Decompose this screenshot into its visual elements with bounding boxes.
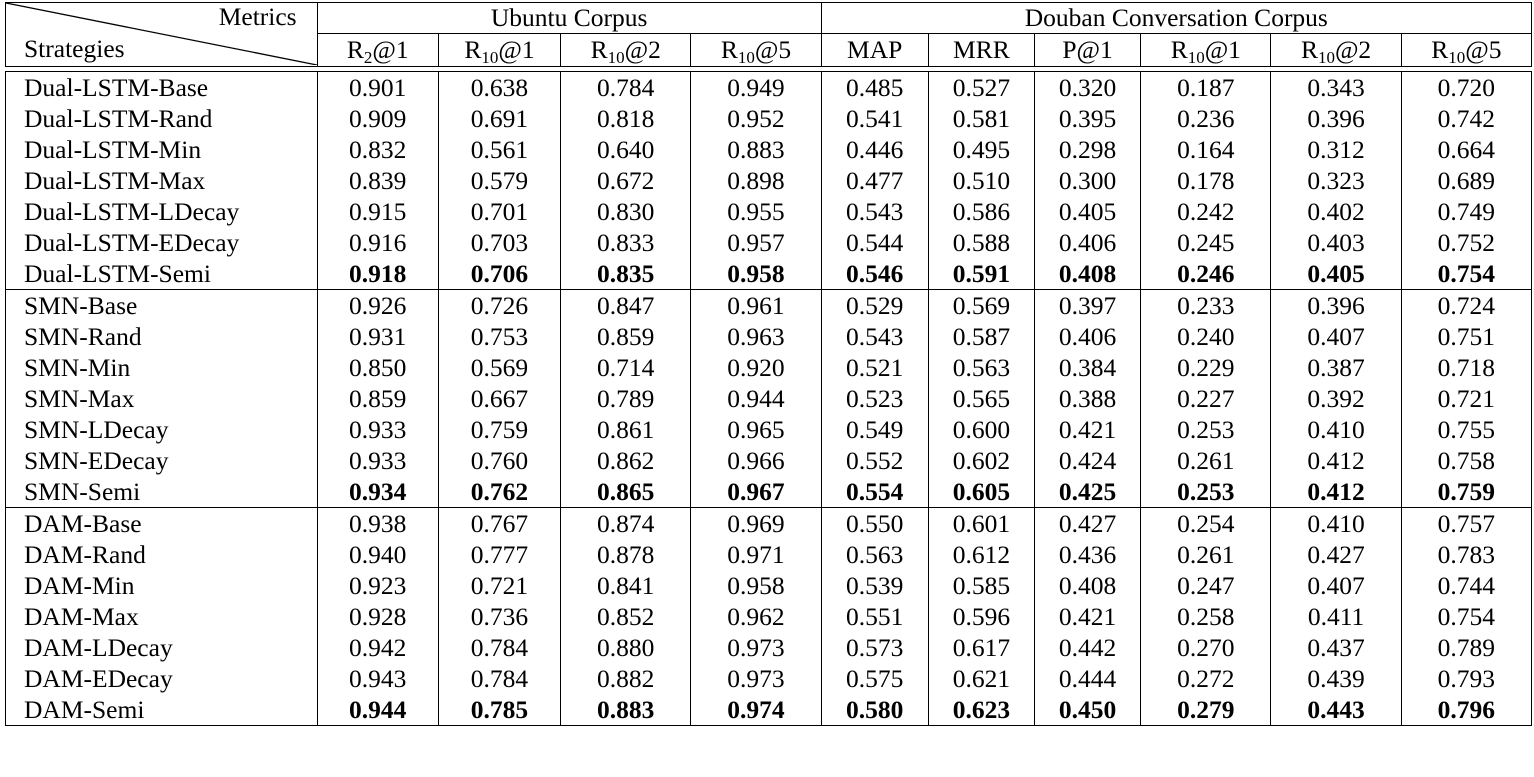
metric-value: 0.777	[438, 539, 560, 570]
metric-value: 0.742	[1401, 103, 1531, 134]
metric-value: 0.446	[821, 134, 928, 165]
metric-value: 0.949	[691, 72, 821, 104]
metric-value: 0.789	[561, 383, 691, 414]
metric-value: 0.602	[928, 445, 1034, 476]
metric-value: 0.754	[1401, 601, 1531, 632]
metric-value: 0.245	[1141, 227, 1271, 258]
metric-value: 0.600	[928, 414, 1034, 445]
metric-value: 0.958	[691, 570, 821, 601]
metric-value: 0.973	[691, 663, 821, 694]
metric-value: 0.253	[1141, 414, 1271, 445]
metric-value: 0.320	[1034, 72, 1140, 104]
metric-value: 0.926	[317, 290, 438, 322]
metric-value: 0.436	[1034, 539, 1140, 570]
metric-value: 0.753	[438, 321, 560, 352]
metric-value: 0.450	[1034, 694, 1140, 726]
metric-value: 0.412	[1271, 445, 1401, 476]
table-row	[6, 258, 1532, 290]
strategy-name: DAM-LDecay	[6, 632, 318, 663]
table-row	[6, 165, 1532, 196]
metric-value: 0.596	[928, 601, 1034, 632]
metric-value: 0.407	[1271, 321, 1401, 352]
metric-value: 0.569	[928, 290, 1034, 322]
metric-value: 0.916	[317, 227, 438, 258]
metric-value: 0.701	[438, 196, 560, 227]
metric-value: 0.543	[821, 196, 928, 227]
metric-value: 0.923	[317, 570, 438, 601]
metric-value: 0.759	[1401, 476, 1531, 508]
strategy-name: SMN-LDecay	[6, 414, 318, 445]
metric-value: 0.757	[1401, 508, 1531, 540]
metric-value: 0.407	[1271, 570, 1401, 601]
metric-value: 0.279	[1141, 694, 1271, 726]
table-row	[6, 290, 1532, 322]
metric-value: 0.254	[1141, 508, 1271, 540]
metric-value: 0.424	[1034, 445, 1140, 476]
metric-value: 0.971	[691, 539, 821, 570]
metric-value: 0.714	[561, 352, 691, 383]
metric-value: 0.882	[561, 663, 691, 694]
metric-value: 0.689	[1401, 165, 1531, 196]
table-row	[6, 632, 1532, 663]
metric-value: 0.973	[691, 632, 821, 663]
metric-value: 0.587	[928, 321, 1034, 352]
metric-value: 0.736	[438, 601, 560, 632]
metric-value: 0.901	[317, 72, 438, 104]
metric-value: 0.703	[438, 227, 560, 258]
metric-value: 0.861	[561, 414, 691, 445]
metric-value: 0.720	[1401, 72, 1531, 104]
metric-value: 0.396	[1271, 103, 1401, 134]
table-row	[6, 539, 1532, 570]
strategy-name: Dual-LSTM-Base	[6, 72, 318, 104]
table-row	[6, 445, 1532, 476]
metric-value: 0.580	[821, 694, 928, 726]
group-header-ubuntu: Ubuntu Corpus	[317, 3, 821, 34]
metric-value: 0.392	[1271, 383, 1401, 414]
metric-value: 0.962	[691, 601, 821, 632]
metric-value: 0.588	[928, 227, 1034, 258]
metric-value: 0.852	[561, 601, 691, 632]
metric-value: 0.242	[1141, 196, 1271, 227]
metric-value: 0.880	[561, 632, 691, 663]
strategy-name: DAM-Min	[6, 570, 318, 601]
metric-value: 0.561	[438, 134, 560, 165]
metric-value: 0.785	[438, 694, 560, 726]
table-row	[6, 352, 1532, 383]
metric-value: 0.617	[928, 632, 1034, 663]
metric-value: 0.298	[1034, 134, 1140, 165]
metric-value: 0.549	[821, 414, 928, 445]
metric-value: 0.818	[561, 103, 691, 134]
metric-value: 0.412	[1271, 476, 1401, 508]
metric-value: 0.898	[691, 165, 821, 196]
metric-value: 0.586	[928, 196, 1034, 227]
metric-value: 0.721	[1401, 383, 1531, 414]
column-header: $R_{10}@5$	[1401, 34, 1531, 67]
metric-value: 0.928	[317, 601, 438, 632]
strategy-name: Dual-LSTM-Rand	[6, 103, 318, 134]
metric-value: 0.726	[438, 290, 560, 322]
header-row-groups	[6, 3, 1532, 34]
metric-value: 0.783	[1401, 539, 1531, 570]
metric-value: 0.258	[1141, 601, 1271, 632]
metric-value: 0.940	[317, 539, 438, 570]
metric-value: 0.944	[691, 383, 821, 414]
metric-value: 0.323	[1271, 165, 1401, 196]
metric-value: 0.640	[561, 134, 691, 165]
metric-value: 0.691	[438, 103, 560, 134]
metric-value: 0.759	[438, 414, 560, 445]
metric-value: 0.261	[1141, 445, 1271, 476]
metric-value: 0.408	[1034, 258, 1140, 290]
metric-value: 0.667	[438, 383, 560, 414]
metric-value: 0.967	[691, 476, 821, 508]
metric-value: 0.387	[1271, 352, 1401, 383]
table-row	[6, 601, 1532, 632]
metric-value: 0.591	[928, 258, 1034, 290]
strategy-name: DAM-Semi	[6, 694, 318, 726]
metric-value: 0.784	[438, 663, 560, 694]
metric-value: 0.240	[1141, 321, 1271, 352]
table-row	[6, 103, 1532, 134]
metric-value: 0.909	[317, 103, 438, 134]
metrics-strategies-header	[6, 3, 318, 67]
metric-value: 0.706	[438, 258, 560, 290]
metric-value: 0.403	[1271, 227, 1401, 258]
metric-value: 0.236	[1141, 103, 1271, 134]
metric-value: 0.841	[561, 570, 691, 601]
metric-value: 0.832	[317, 134, 438, 165]
metric-value: 0.485	[821, 72, 928, 104]
metric-value: 0.406	[1034, 227, 1140, 258]
strategy-name: Dual-LSTM-Max	[6, 165, 318, 196]
metric-value: 0.178	[1141, 165, 1271, 196]
strategy-name: SMN-Min	[6, 352, 318, 383]
metric-value: 0.961	[691, 290, 821, 322]
metric-value: 0.495	[928, 134, 1034, 165]
metric-value: 0.521	[821, 352, 928, 383]
metric-value: 0.751	[1401, 321, 1531, 352]
metric-value: 0.427	[1271, 539, 1401, 570]
metric-value: 0.384	[1034, 352, 1140, 383]
metric-value: 0.397	[1034, 290, 1140, 322]
strategy-name: SMN-Rand	[6, 321, 318, 352]
metric-value: 0.883	[691, 134, 821, 165]
column-header: $R_{10}@2$	[561, 34, 691, 67]
strategy-name: Dual-LSTM-Semi	[6, 258, 318, 290]
metric-value: 0.388	[1034, 383, 1140, 414]
metric-value: 0.421	[1034, 414, 1140, 445]
metric-value: 0.233	[1141, 290, 1271, 322]
metric-value: 0.969	[691, 508, 821, 540]
metric-value: 0.833	[561, 227, 691, 258]
metric-value: 0.789	[1401, 632, 1531, 663]
metric-value: 0.164	[1141, 134, 1271, 165]
table-row	[6, 570, 1532, 601]
metric-value: 0.835	[561, 258, 691, 290]
metric-value: 0.952	[691, 103, 821, 134]
metric-value: 0.523	[821, 383, 928, 414]
column-header: P@1	[1034, 34, 1140, 67]
metric-value: 0.246	[1141, 258, 1271, 290]
metric-value: 0.767	[438, 508, 560, 540]
metric-value: 0.543	[821, 321, 928, 352]
metric-value: 0.410	[1271, 508, 1401, 540]
metric-value: 0.585	[928, 570, 1034, 601]
column-header: $R_{10}@5$	[691, 34, 821, 67]
metric-value: 0.915	[317, 196, 438, 227]
metric-value: 0.623	[928, 694, 1034, 726]
metric-value: 0.253	[1141, 476, 1271, 508]
metric-value: 0.510	[928, 165, 1034, 196]
metric-value: 0.931	[317, 321, 438, 352]
metric-value: 0.565	[928, 383, 1034, 414]
metric-value: 0.437	[1271, 632, 1401, 663]
metric-value: 0.724	[1401, 290, 1531, 322]
table-row	[6, 134, 1532, 165]
column-header: $R_{10}@1$	[438, 34, 560, 67]
metric-value: 0.749	[1401, 196, 1531, 227]
metric-value: 0.443	[1271, 694, 1401, 726]
strategy-name: SMN-EDecay	[6, 445, 318, 476]
metric-value: 0.958	[691, 258, 821, 290]
metric-value: 0.865	[561, 476, 691, 508]
metric-value: 0.933	[317, 414, 438, 445]
metric-value: 0.439	[1271, 663, 1401, 694]
metrics-label: Metrics	[218, 2, 297, 31]
column-header: $R_{10}@2$	[1271, 34, 1401, 67]
column-header: MAP	[821, 34, 928, 67]
metric-value: 0.963	[691, 321, 821, 352]
strategy-name: SMN-Base	[6, 290, 318, 322]
table-row	[6, 508, 1532, 540]
metric-value: 0.974	[691, 694, 821, 726]
metric-value: 0.477	[821, 165, 928, 196]
metric-value: 0.933	[317, 445, 438, 476]
strategy-name: DAM-Base	[6, 508, 318, 540]
metric-value: 0.410	[1271, 414, 1401, 445]
metric-value: 0.718	[1401, 352, 1531, 383]
metric-value: 0.569	[438, 352, 560, 383]
metric-value: 0.227	[1141, 383, 1271, 414]
metric-value: 0.754	[1401, 258, 1531, 290]
metric-value: 0.793	[1401, 663, 1531, 694]
metric-value: 0.402	[1271, 196, 1401, 227]
metric-value: 0.878	[561, 539, 691, 570]
metric-value: 0.784	[561, 72, 691, 104]
metric-value: 0.300	[1034, 165, 1140, 196]
metric-value: 0.664	[1401, 134, 1531, 165]
metric-value: 0.551	[821, 601, 928, 632]
metric-value: 0.395	[1034, 103, 1140, 134]
metric-value: 0.539	[821, 570, 928, 601]
strategy-name: Dual-LSTM-Min	[6, 134, 318, 165]
metric-value: 0.554	[821, 476, 928, 508]
table-row	[6, 196, 1532, 227]
metric-value: 0.552	[821, 445, 928, 476]
metric-value: 0.601	[928, 508, 1034, 540]
metric-value: 0.229	[1141, 352, 1271, 383]
strategy-name: Dual-LSTM-LDecay	[6, 196, 318, 227]
metric-value: 0.955	[691, 196, 821, 227]
metric-value: 0.847	[561, 290, 691, 322]
strategy-name: DAM-Rand	[6, 539, 318, 570]
metric-value: 0.187	[1141, 72, 1271, 104]
metric-value: 0.421	[1034, 601, 1140, 632]
metric-value: 0.581	[928, 103, 1034, 134]
metric-value: 0.612	[928, 539, 1034, 570]
metric-value: 0.760	[438, 445, 560, 476]
table-row	[6, 72, 1532, 104]
metric-value: 0.247	[1141, 570, 1271, 601]
metric-value: 0.784	[438, 632, 560, 663]
metric-value: 0.605	[928, 476, 1034, 508]
metric-value: 0.563	[821, 539, 928, 570]
column-header: $R_2@1$	[317, 34, 438, 67]
metric-value: 0.938	[317, 508, 438, 540]
metric-value: 0.934	[317, 476, 438, 508]
metric-value: 0.957	[691, 227, 821, 258]
strategy-name: DAM-EDecay	[6, 663, 318, 694]
metric-value: 0.343	[1271, 72, 1401, 104]
strategy-name: DAM-Max	[6, 601, 318, 632]
results-table	[5, 2, 1532, 726]
metric-value: 0.944	[317, 694, 438, 726]
metric-value: 0.563	[928, 352, 1034, 383]
metric-value: 0.874	[561, 508, 691, 540]
metric-value: 0.406	[1034, 321, 1140, 352]
metric-value: 0.425	[1034, 476, 1140, 508]
metric-value: 0.621	[928, 663, 1034, 694]
metric-value: 0.638	[438, 72, 560, 104]
column-header: $R_{10}@1$	[1141, 34, 1271, 67]
table-row	[6, 227, 1532, 258]
table-row	[6, 321, 1532, 352]
metric-value: 0.942	[317, 632, 438, 663]
metric-value: 0.541	[821, 103, 928, 134]
metric-value: 0.862	[561, 445, 691, 476]
metric-value: 0.272	[1141, 663, 1271, 694]
metric-value: 0.546	[821, 258, 928, 290]
metric-value: 0.943	[317, 663, 438, 694]
metric-value: 0.527	[928, 72, 1034, 104]
table-row	[6, 383, 1532, 414]
metric-value: 0.529	[821, 290, 928, 322]
metric-value: 0.312	[1271, 134, 1401, 165]
metric-value: 0.920	[691, 352, 821, 383]
table-row	[6, 694, 1532, 726]
metric-value: 0.965	[691, 414, 821, 445]
metric-value: 0.752	[1401, 227, 1531, 258]
metric-value: 0.966	[691, 445, 821, 476]
strategy-name: SMN-Semi	[6, 476, 318, 508]
strategies-label: Strategies	[24, 34, 125, 63]
strategy-name: Dual-LSTM-EDecay	[6, 227, 318, 258]
metric-value: 0.883	[561, 694, 691, 726]
metric-value: 0.859	[561, 321, 691, 352]
metric-value: 0.850	[317, 352, 438, 383]
metric-value: 0.796	[1401, 694, 1531, 726]
metric-value: 0.550	[821, 508, 928, 540]
metric-value: 0.573	[821, 632, 928, 663]
metric-value: 0.396	[1271, 290, 1401, 322]
metric-value: 0.544	[821, 227, 928, 258]
metric-value: 0.672	[561, 165, 691, 196]
metric-value: 0.762	[438, 476, 560, 508]
metric-value: 0.575	[821, 663, 928, 694]
table-row	[6, 414, 1532, 445]
metric-value: 0.405	[1034, 196, 1140, 227]
metric-value: 0.721	[438, 570, 560, 601]
metric-value: 0.427	[1034, 508, 1140, 540]
metric-value: 0.744	[1401, 570, 1531, 601]
metric-value: 0.405	[1271, 258, 1401, 290]
metric-value: 0.755	[1401, 414, 1531, 445]
metric-value: 0.270	[1141, 632, 1271, 663]
metric-value: 0.261	[1141, 539, 1271, 570]
metric-value: 0.830	[561, 196, 691, 227]
metric-value: 0.758	[1401, 445, 1531, 476]
metric-value: 0.839	[317, 165, 438, 196]
metric-value: 0.579	[438, 165, 560, 196]
table-row	[6, 476, 1532, 508]
column-header: MRR	[928, 34, 1034, 67]
metric-value: 0.411	[1271, 601, 1401, 632]
strategy-name: SMN-Max	[6, 383, 318, 414]
metric-value: 0.442	[1034, 632, 1140, 663]
group-header-douban: Douban Conversation Corpus	[821, 3, 1531, 34]
metric-value: 0.444	[1034, 663, 1140, 694]
metric-value: 0.408	[1034, 570, 1140, 601]
table-row	[6, 663, 1532, 694]
metric-value: 0.918	[317, 258, 438, 290]
metric-value: 0.859	[317, 383, 438, 414]
